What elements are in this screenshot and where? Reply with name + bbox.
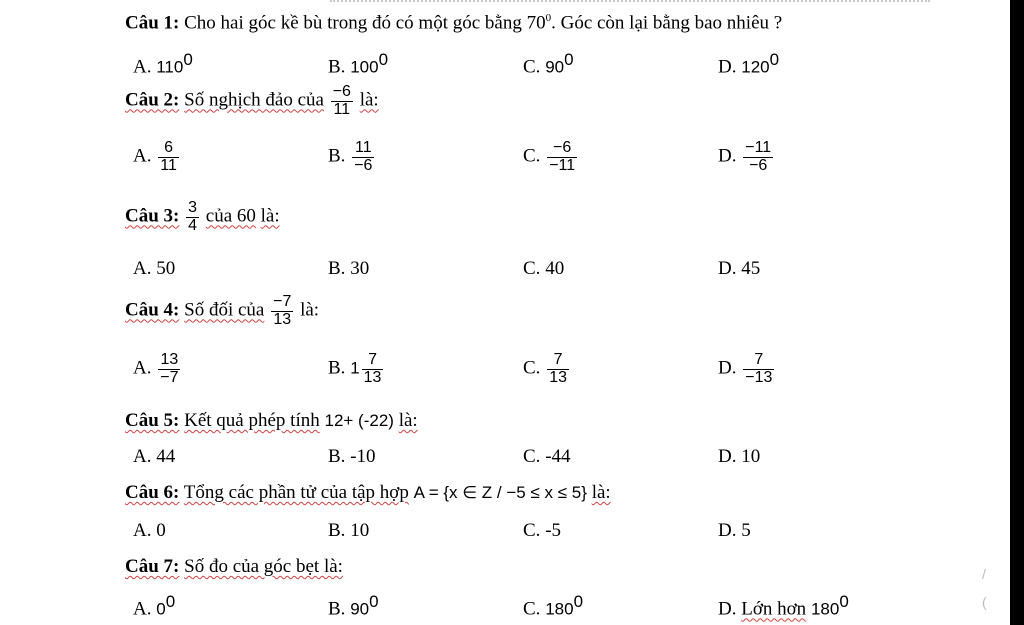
- question-tail: . Góc còn lại bằng bao nhiêu ?: [551, 12, 783, 34]
- fraction: [331, 84, 353, 119]
- degree-exponent: 0: [573, 592, 584, 611]
- denominator: −11: [549, 156, 576, 174]
- q2-option-b[interactable]: [328, 140, 376, 175]
- question-label: Câu 2:: [125, 89, 180, 111]
- option-letter: B.: [328, 258, 346, 279]
- question-label: Câu 1:: [125, 12, 180, 34]
- option-value: -10: [350, 446, 376, 467]
- margin-mark: /: [982, 566, 986, 582]
- option-letter: C.: [523, 258, 541, 279]
- numerator: −7: [273, 293, 292, 310]
- option-value: -44: [545, 446, 571, 467]
- question-tail: là:: [591, 482, 611, 503]
- denominator: 11: [333, 100, 351, 118]
- option-letter: D.: [718, 258, 737, 279]
- option-prefix: Lớn hơn: [741, 598, 807, 620]
- option-letter: C.: [523, 357, 541, 379]
- question-label: Câu 4:: [125, 299, 180, 321]
- numerator: 11: [352, 140, 374, 158]
- window-edge: [1010, 0, 1024, 625]
- question-text: Kết quả phép tính: [184, 410, 320, 431]
- q4-option-c[interactable]: [523, 352, 571, 387]
- denominator: 13: [273, 310, 292, 328]
- option-letter: B.: [328, 446, 346, 467]
- option-letter: A.: [133, 357, 152, 379]
- fraction: [547, 352, 569, 387]
- q3-option-c[interactable]: [523, 258, 564, 280]
- question-text: của 60: [205, 205, 256, 227]
- question-text: Số nghịch đảo của: [184, 89, 324, 111]
- denominator: 13: [363, 368, 382, 386]
- option-letter: A.: [133, 56, 152, 78]
- option-value: 45: [741, 258, 761, 279]
- denominator: −6: [354, 156, 373, 174]
- question-3: [125, 200, 280, 235]
- q6-option-a[interactable]: [133, 520, 166, 542]
- q1-option-a[interactable]: [133, 50, 193, 78]
- question-6: [125, 482, 611, 504]
- fraction: [352, 140, 374, 175]
- fraction: [186, 200, 199, 235]
- option-letter: A.: [133, 145, 152, 167]
- option-value: 10: [350, 520, 370, 541]
- option-letter: D.: [718, 598, 737, 620]
- math-expression: 12+ (-22): [324, 411, 394, 430]
- q6-option-b[interactable]: [328, 520, 369, 542]
- option-value: 5: [741, 520, 751, 541]
- denominator: 4: [188, 216, 198, 234]
- option-value: 110: [156, 57, 184, 77]
- degree-exponent: 0: [564, 50, 574, 69]
- option-letter: D.: [718, 357, 737, 379]
- fraction: [158, 140, 179, 175]
- option-letter: B.: [328, 520, 346, 541]
- option-letter: B.: [328, 598, 346, 620]
- fraction: [547, 140, 577, 175]
- denominator: −6: [749, 156, 768, 174]
- fraction: [743, 352, 774, 387]
- numerator: 7: [743, 352, 774, 370]
- option-letter: C.: [523, 145, 541, 167]
- option-letter: B.: [328, 56, 346, 78]
- denominator: −13: [745, 368, 773, 386]
- degree-exponent: 0: [183, 50, 193, 69]
- q6-option-d[interactable]: [718, 520, 751, 542]
- option-letter: A.: [133, 258, 152, 279]
- option-value: 50: [156, 258, 176, 279]
- denominator: 13: [549, 368, 567, 386]
- option-value: 180: [545, 599, 574, 619]
- question-text: Số đối của: [184, 299, 265, 321]
- math-expression: A = {x ∈ Z / −5 ≤ x ≤ 5}: [413, 483, 587, 502]
- numerator: 7: [547, 352, 569, 370]
- question-4: [125, 294, 319, 329]
- option-letter: B.: [328, 357, 346, 379]
- q4-option-a[interactable]: [133, 352, 182, 387]
- question-tail: là:: [260, 205, 280, 227]
- q7-option-d[interactable]: [718, 592, 849, 620]
- fraction: [362, 352, 384, 387]
- q5-option-b[interactable]: [328, 446, 376, 468]
- q7-option-a[interactable]: [133, 592, 175, 620]
- q1-option-c[interactable]: [523, 50, 574, 78]
- numerator: 13: [158, 352, 180, 370]
- question-7: [125, 556, 343, 578]
- option-letter: C.: [523, 520, 541, 541]
- q5-option-a[interactable]: [133, 446, 175, 468]
- degree-exponent: 0: [165, 592, 176, 611]
- numerator: 3: [188, 199, 198, 216]
- q2-option-d[interactable]: [718, 140, 775, 175]
- question-text: Tổng các phần tử của tập hợp: [183, 482, 409, 503]
- degree-exponent: 0: [378, 50, 389, 69]
- option-letter: A.: [133, 520, 152, 541]
- q1-option-b[interactable]: [328, 50, 388, 78]
- degree-exponent: 0: [545, 12, 552, 24]
- q3-option-d[interactable]: [718, 258, 760, 280]
- mixed-whole: 1: [350, 358, 360, 378]
- question-text: Số đo của góc bẹt là:: [184, 556, 343, 577]
- q2-option-c[interactable]: [523, 140, 579, 175]
- option-letter: D.: [718, 520, 737, 541]
- numerator: 7: [362, 352, 384, 370]
- question-2: [125, 84, 379, 119]
- option-letter: D.: [718, 56, 737, 78]
- page-top-divider: [330, 0, 930, 4]
- degree-exponent: 0: [769, 50, 780, 69]
- option-value: 90: [350, 599, 370, 619]
- option-value: 30: [350, 258, 370, 279]
- option-letter: C.: [523, 598, 541, 620]
- option-letter: C.: [523, 446, 541, 467]
- option-value: -5: [545, 520, 562, 541]
- question-label: Câu 6:: [125, 482, 180, 503]
- denominator: −7: [160, 368, 179, 386]
- option-letter: B.: [328, 145, 346, 167]
- option-value: 44: [156, 446, 176, 467]
- numerator: −11: [745, 139, 772, 156]
- option-value: 100: [350, 57, 379, 77]
- option-value: 90: [545, 57, 565, 77]
- question-label: Câu 7:: [125, 556, 180, 577]
- question-tail: là:: [300, 299, 320, 321]
- q7-option-c[interactable]: [523, 592, 583, 620]
- numerator: −6: [332, 83, 351, 100]
- option-value: 0: [156, 520, 166, 541]
- question-5: [125, 410, 418, 432]
- option-value: 0: [156, 599, 166, 619]
- degree-exponent: 0: [839, 592, 849, 611]
- q1-option-d[interactable]: [718, 50, 779, 78]
- option-letter: A.: [133, 598, 152, 620]
- q5-option-d[interactable]: [718, 446, 760, 468]
- option-value: 40: [545, 258, 565, 279]
- option-letter: A.: [133, 446, 152, 467]
- numerator: −6: [547, 140, 577, 158]
- option-value: 180: [810, 599, 840, 619]
- question-1: [125, 12, 782, 34]
- q4-option-d[interactable]: [718, 352, 776, 387]
- question-tail: là:: [398, 410, 418, 431]
- question-label: Câu 3:: [125, 205, 180, 227]
- fraction: [271, 294, 293, 329]
- q5-option-c[interactable]: [523, 446, 571, 468]
- question-text: Cho hai góc kề bù trong đó có một góc bằng 70: [184, 12, 546, 34]
- degree-exponent: 0: [369, 592, 379, 611]
- fraction: [743, 140, 773, 175]
- option-value: 120: [741, 57, 770, 77]
- option-letter: D.: [718, 145, 737, 167]
- q3-option-a[interactable]: [133, 258, 175, 280]
- denominator: 11: [160, 156, 177, 174]
- numerator: 6: [158, 140, 179, 158]
- q4-option-b[interactable]: [328, 352, 385, 387]
- question-label: Câu 5:: [125, 410, 180, 431]
- option-letter: C.: [523, 56, 541, 78]
- option-value: 10: [741, 446, 761, 467]
- q3-option-b[interactable]: [328, 258, 369, 280]
- q2-option-a[interactable]: [133, 140, 181, 175]
- q6-option-c[interactable]: [523, 520, 561, 542]
- q7-option-b[interactable]: [328, 592, 379, 620]
- fraction: [158, 352, 180, 387]
- option-letter: D.: [718, 446, 737, 467]
- margin-mark: (: [982, 594, 987, 610]
- question-tail: là:: [359, 89, 379, 111]
